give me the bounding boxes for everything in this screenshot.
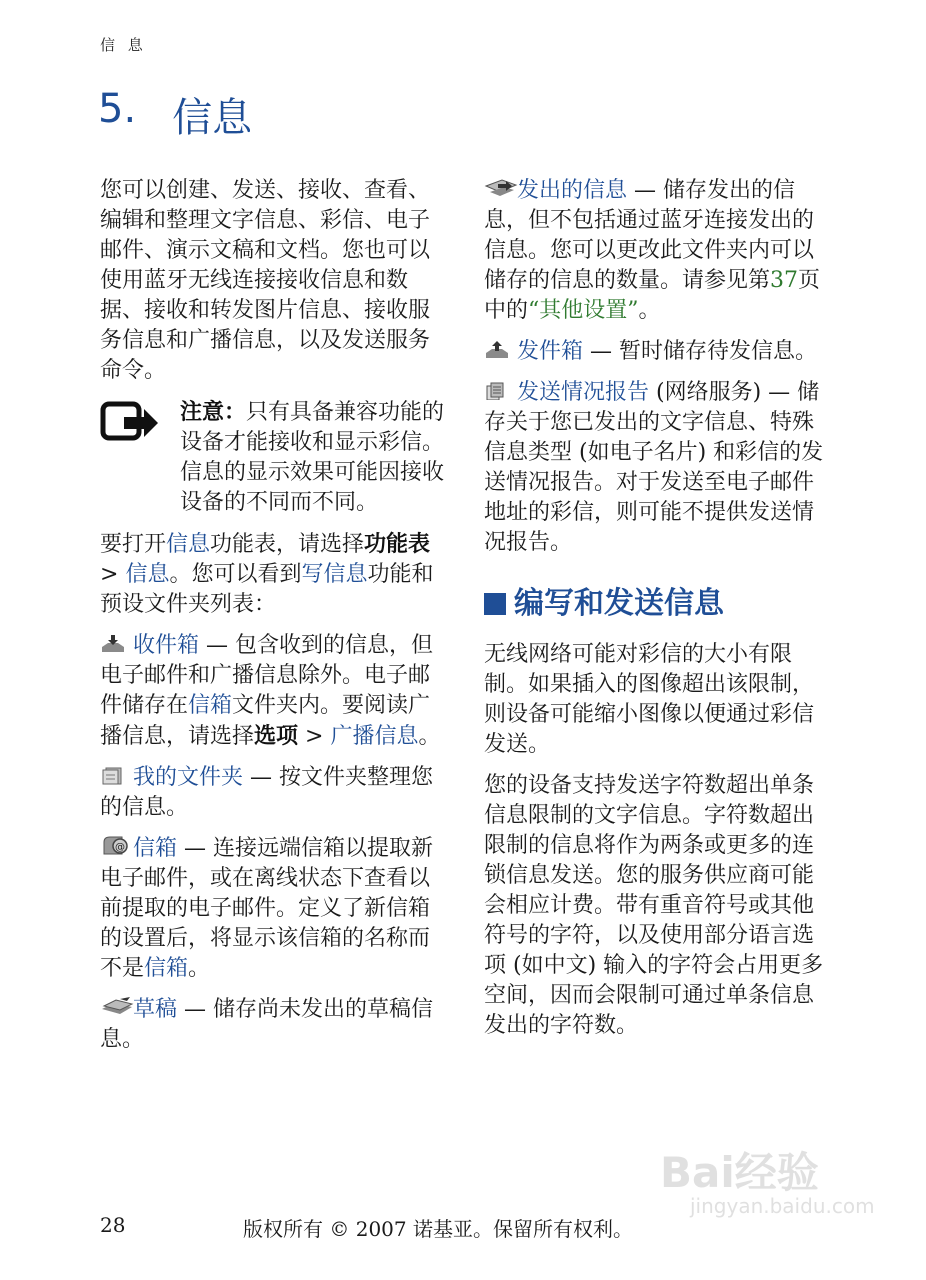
watermark-logo: Bai经验 (660, 1148, 819, 1197)
delivery-reports-icon (484, 379, 510, 397)
note-icon (100, 397, 162, 518)
delivery-reports-title[interactable]: 发送情况报告 (517, 380, 650, 405)
note-text: 只有具备兼容功能的设备才能接收和显示彩信。信息的显示效果可能因接收设备的不同而不同。 (180, 400, 445, 515)
inbox-item: 收件箱 — 包含收到的信息，但电子邮件和广播信息除外。电子邮件储存在信箱文件夹内。要阅读广播信息，请选择选项 > 广播信息。 (100, 633, 441, 749)
inbox-icon (100, 632, 126, 650)
note-block (100, 397, 445, 518)
menu-label: 功能表 (364, 531, 431, 557)
messaging-path-link[interactable]: 信息 (125, 562, 170, 587)
intro-paragraph: 您可以创建、发送、接收、查看、编辑和整理文字信息、彩信、电子邮件、演示文稿和文档。您也可以使用蓝牙无线连接接收信息和数据、接收和转发图片信息、接收服务信息和广播信息，以及发送服务命令。 (100, 178, 431, 383)
left-column (100, 176, 445, 1066)
my-folders-item: 我的文件夹 — 按文件夹整理您的信息。 (100, 765, 434, 820)
my-folders-title[interactable]: 我的文件夹 (133, 765, 244, 790)
mms-size-paragraph: 无线网络可能对彩信的大小有限制。如果插入的图像超出该限制，则设备可能缩小图像以便通过彩信发送。 (484, 642, 815, 757)
mailbox-icon (100, 835, 126, 853)
options-label: 选项 (254, 723, 299, 749)
open-messaging-paragraph: 要打开信息功能表，请选择功能表 > 信息。您可以看到写信息功能和预设文件夹列表： (100, 531, 434, 617)
chapter-number: 5. (98, 86, 137, 132)
section-title: 编写和发送信息 (514, 586, 724, 621)
watermark-url: jingyan.baidu.com (690, 1194, 875, 1218)
drafts-item: 草稿 — 储存尚未发出的草稿信息。 (100, 997, 434, 1052)
mailbox-name-link[interactable]: 信箱 (144, 956, 189, 981)
note-label: 注意： (180, 399, 247, 425)
sent-item: 发出的信息 — 储存发出的信息，但不包括通过蓝牙连接发出的信息。您可以更改此文件夹内可以储存的信息的数量。请参见第37页中的“其他设置”。 (484, 178, 821, 323)
section-bullet (484, 593, 506, 615)
mailbox-item: @ 信箱 — 连接远端信箱以提取新电子邮件，或在离线状态下查看以前提取的电子邮件。定义了新信箱的设置后，将显示该信箱的名称而不是信箱。 (100, 836, 434, 981)
write-message-link[interactable]: 写信息 (301, 562, 368, 587)
page-number: 28 (100, 1213, 126, 1237)
messaging-link[interactable]: 信息 (166, 532, 211, 557)
outbox-item: 发件箱 — 暂时储存待发信息。 (484, 337, 829, 367)
section-heading (484, 584, 829, 624)
mailbox-ref-link[interactable]: 信箱 (188, 693, 233, 718)
other-settings-link[interactable]: “其他设置” (528, 298, 639, 323)
drafts-icon (100, 996, 126, 1014)
drafts-title[interactable]: 草稿 (133, 997, 178, 1022)
page-ref: 37 (770, 268, 799, 293)
running-header: 信 息 (100, 36, 147, 54)
chapter-heading (98, 86, 252, 143)
sent-icon (484, 177, 510, 195)
outbox-title[interactable]: 发件箱 (517, 339, 584, 364)
outbox-icon (484, 338, 510, 356)
inbox-title[interactable]: 收件箱 (133, 633, 200, 658)
my-folders-icon (100, 764, 126, 782)
right-column (484, 176, 829, 1052)
chapter-title: 信息 (172, 95, 253, 141)
svg-text:@: @ (115, 842, 125, 853)
baidu-watermark (660, 1140, 875, 1218)
long-message-paragraph: 您的设备支持发送字符数超出单条信息限制的文字信息。字符数超出限制的信息将作为两条或更多的连锁信息发送。您的服务供应商可能会相应计费。带有重音符号或其他符号的字符，以及使用部分语言选项 (如中文) 输入的字符会占用更多空间，因而会限制可通过单条信息发出的字符数。 (484, 773, 824, 1038)
copyright-notice: 版权所有 © 2007 诺基亚。保留所有权利。 (243, 1217, 633, 1241)
cell-broadcast-link[interactable]: 广播信息 (330, 724, 419, 749)
mailbox-title[interactable]: 信箱 (133, 836, 178, 861)
sent-title[interactable]: 发出的信息 (517, 178, 628, 203)
delivery-reports-item: 发送情况报告 (网络服务) — 储存关于您已发出的文字信息、特殊信息类型 (如电子名片) 和彩信的发送情况报告。对于发送至电子邮件地址的彩信，则可能不提供发送情况报告。 (484, 380, 824, 555)
